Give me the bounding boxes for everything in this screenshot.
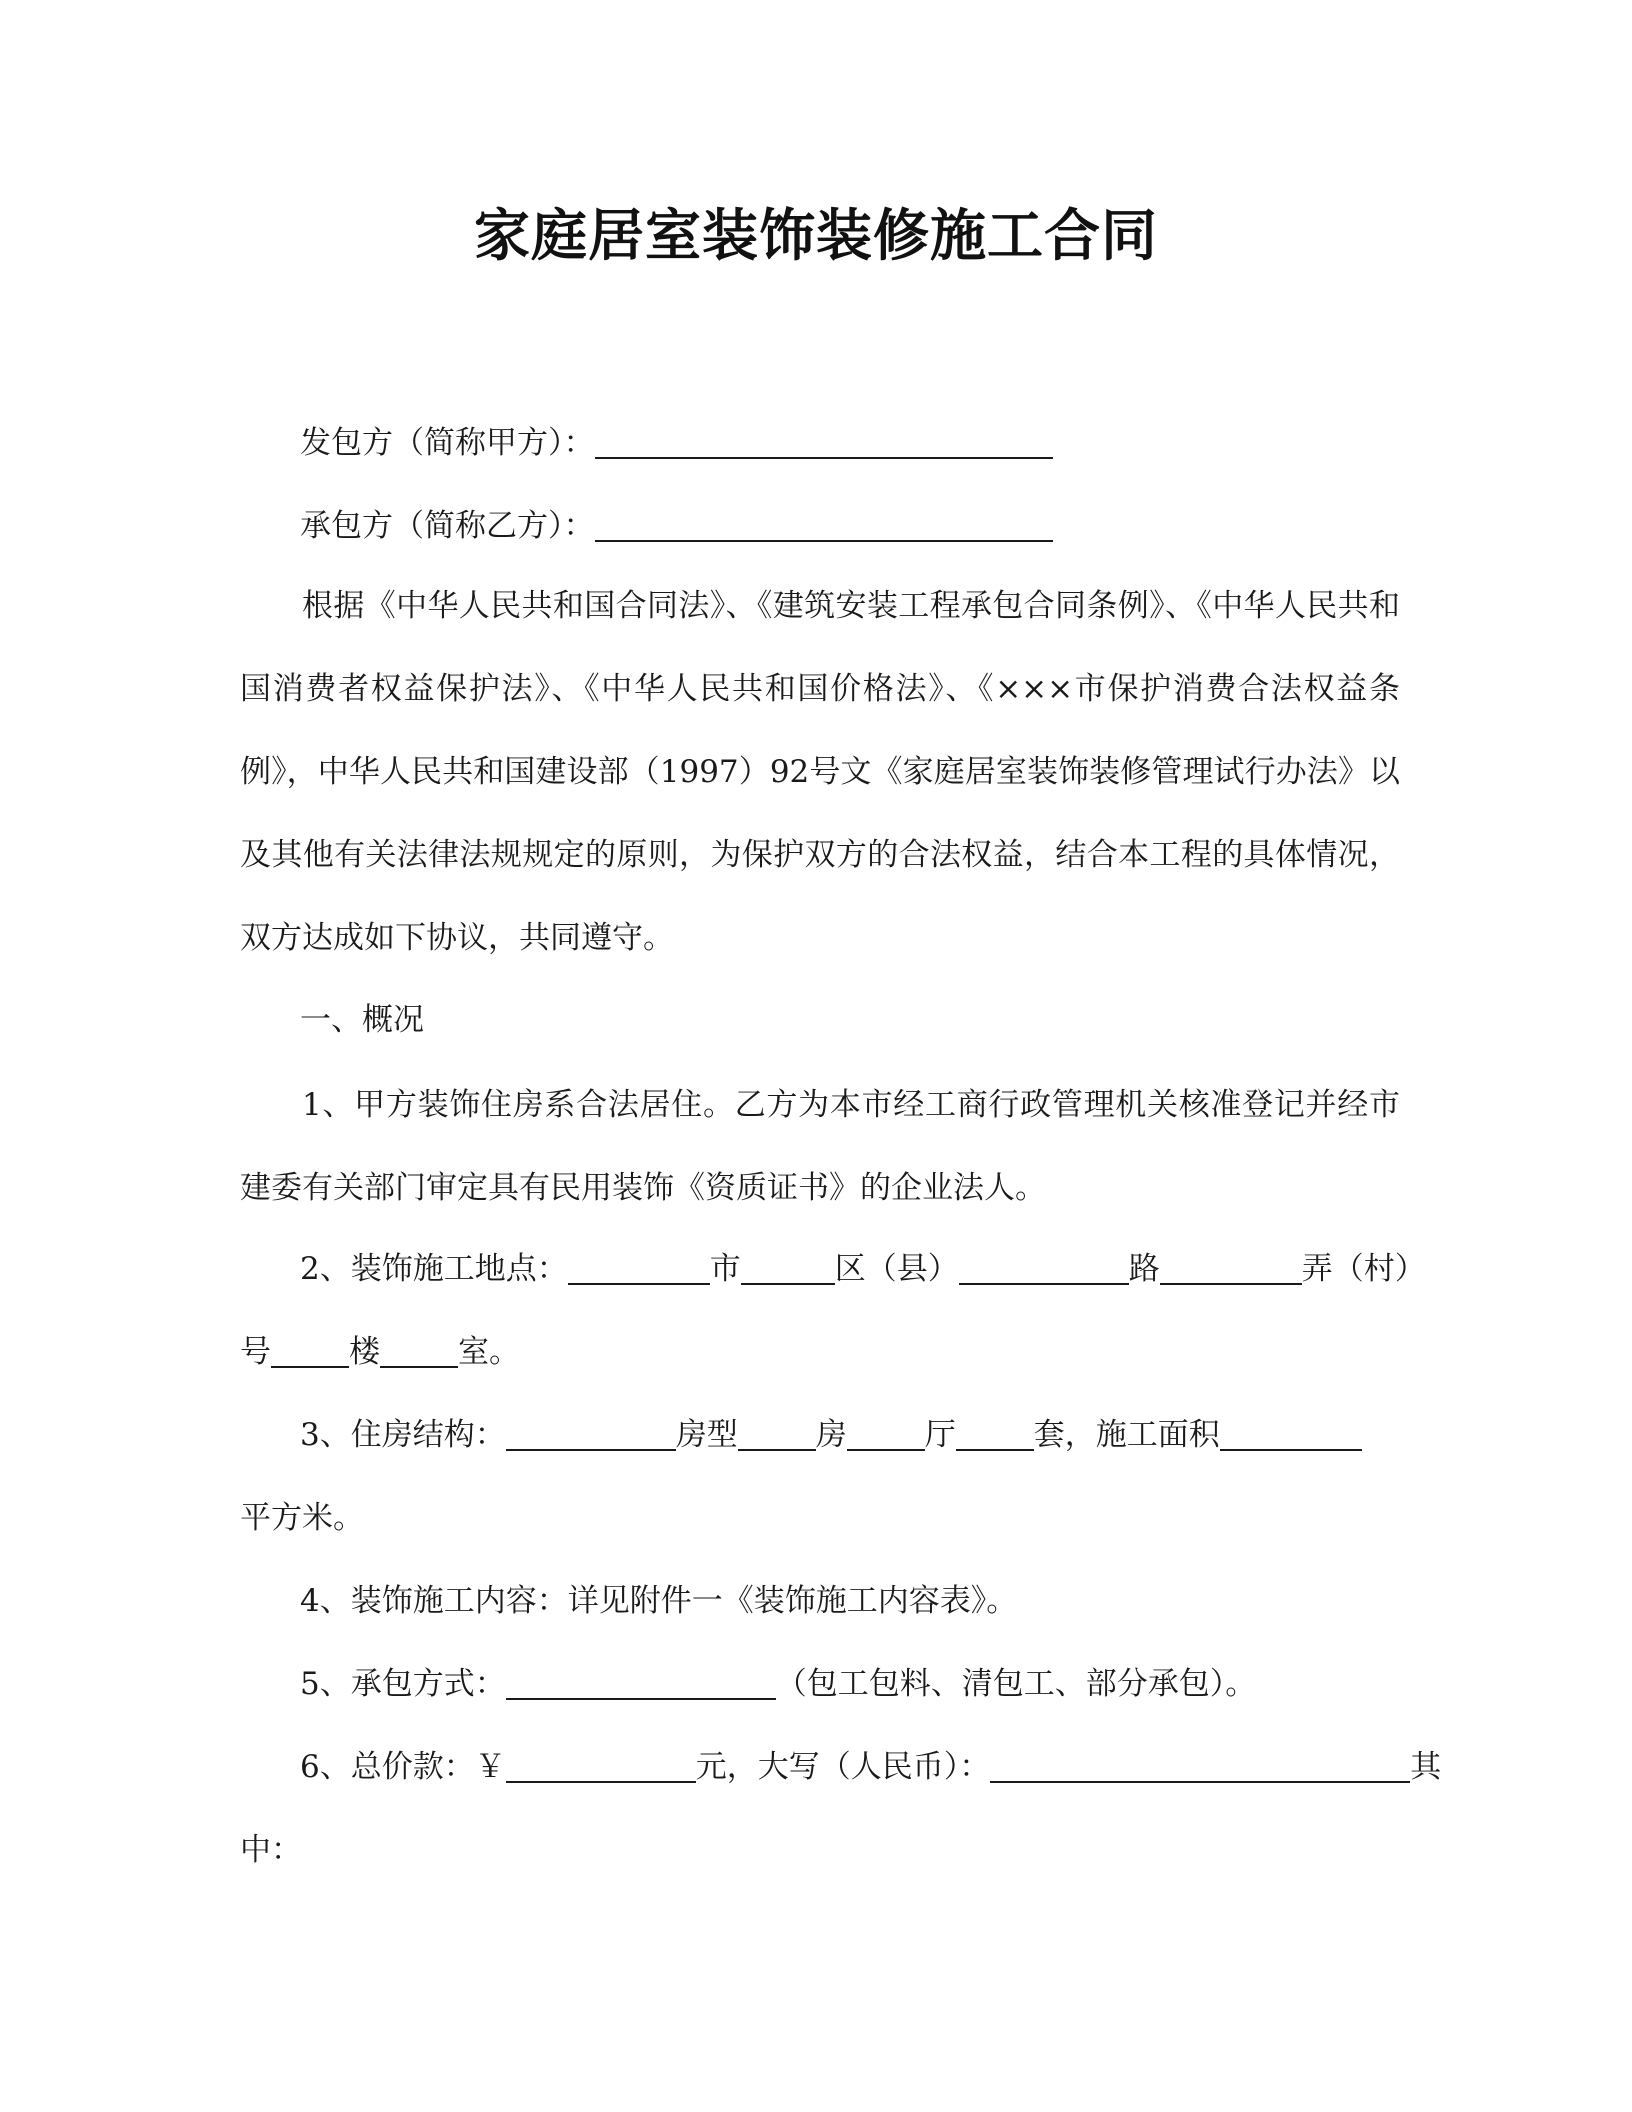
building-label: 楼 bbox=[349, 1334, 380, 1370]
clause-3-prefix: 3、住房结构： bbox=[300, 1417, 506, 1453]
clause-3-line-1 bbox=[300, 1415, 1400, 1455]
road-blank bbox=[959, 1253, 1129, 1285]
lane-label: 弄（村） bbox=[1301, 1251, 1426, 1287]
section-heading: 一、概况 bbox=[300, 1002, 424, 1038]
city-label: 市 bbox=[709, 1251, 741, 1287]
party-a-label: 发包方（简称甲方）： bbox=[300, 425, 595, 461]
halls-label: 厅 bbox=[924, 1417, 956, 1453]
sets-label: 套，施工面积 bbox=[1033, 1417, 1220, 1453]
amount-words-blank bbox=[990, 1751, 1410, 1783]
lane-blank bbox=[1160, 1253, 1302, 1285]
party-a-blank bbox=[595, 427, 1053, 459]
preamble-paragraph: 根据《中华人民共和国合同法》、《建筑安装工程承包合同条例》、《中华人民共和国消费者权益保护法》、《中华人民共和国价格法》、《×××市保护消费合法权益条例》，中华人民共和国建设部（1997）92号文《家庭居室装饰装修管理试行办法》以及其他有关法律法规规定的原则，为保护双方的合法权益，结合本工程的具体情况，双方达成如下协议，共同遵守。 bbox=[240, 588, 1400, 956]
number-blank bbox=[271, 1336, 349, 1368]
sets-blank bbox=[956, 1419, 1034, 1451]
clause-5-prefix: 5、承包方式： bbox=[300, 1666, 506, 1702]
number-label: 号 bbox=[240, 1334, 271, 1370]
party-a-line bbox=[300, 423, 1400, 463]
clause-6-line-2: 中： bbox=[240, 1832, 302, 1868]
rooms-label: 房 bbox=[815, 1417, 847, 1453]
city-blank bbox=[568, 1253, 710, 1285]
halls-blank bbox=[847, 1419, 925, 1451]
party-b-blank bbox=[595, 510, 1053, 542]
road-label: 路 bbox=[1128, 1251, 1160, 1287]
clause-6-line-1 bbox=[300, 1747, 1442, 1787]
clause-3-line-2: 平方米。 bbox=[240, 1500, 364, 1536]
clause-1: 1、甲方装饰住房系合法居住。乙方为本市经工商行政管理机关核准登记并经市建委有关部门审定具有民用装饰《资质证书》的企业法人。 bbox=[240, 1087, 1400, 1206]
room-label: 室。 bbox=[458, 1334, 520, 1370]
area-blank bbox=[1220, 1419, 1362, 1451]
page-title: 家庭居室装饰装修施工合同 bbox=[474, 204, 1158, 269]
clause-2-prefix: 2、装饰施工地点： bbox=[300, 1251, 568, 1287]
clause-2-line-1 bbox=[300, 1249, 1426, 1289]
amount-words-label: 元，大写（人民币）： bbox=[695, 1749, 991, 1785]
amount-blank bbox=[506, 1751, 696, 1783]
clause-4: 4、装饰施工内容：详见附件一《装饰施工内容表》。 bbox=[300, 1583, 1018, 1619]
party-b-line bbox=[300, 506, 1400, 546]
clause-6-prefix: 6、总价款：￥ bbox=[300, 1749, 506, 1785]
district-label: 区（县） bbox=[834, 1251, 959, 1287]
party-b-label: 承包方（简称乙方）： bbox=[300, 508, 595, 544]
clause-5-options: （包工包料、清包工、部分承包）。 bbox=[775, 1666, 1257, 1702]
rooms-blank bbox=[738, 1419, 816, 1451]
type-label: 房型 bbox=[675, 1417, 738, 1453]
contract-method-blank bbox=[506, 1668, 776, 1700]
structure-blank bbox=[506, 1419, 676, 1451]
building-blank bbox=[380, 1336, 458, 1368]
clause-6-tail: 其 bbox=[1410, 1749, 1442, 1785]
clause-2-line-2 bbox=[240, 1332, 1400, 1372]
district-blank bbox=[741, 1253, 835, 1285]
clause-5 bbox=[300, 1664, 1400, 1704]
